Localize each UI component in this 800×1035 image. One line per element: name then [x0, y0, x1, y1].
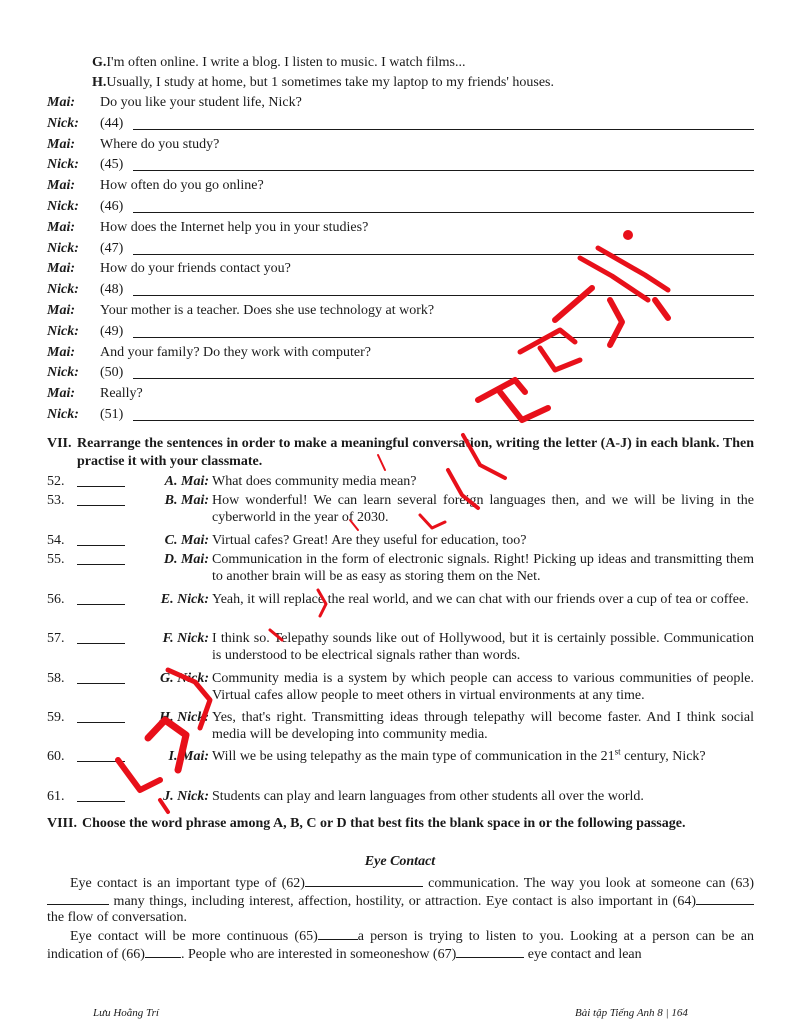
answer-line[interactable] [133, 378, 754, 379]
conversation-item [47, 630, 754, 666]
speaker-name: Nick: [47, 407, 79, 422]
dialogue-text: Do you like your student life, Nick? [100, 95, 302, 110]
dialogue-text: And your family? Do they work with computer? [100, 344, 371, 360]
passage-text: many things, including interest, affection, hostility, or attraction. Eye contact is also important in (64) [109, 894, 696, 909]
letter-blank[interactable] [77, 670, 125, 684]
dialogue-text: Where do you study? [100, 136, 220, 152]
dialogue-text: How does the Internet help you in your studies? [100, 219, 369, 235]
item-number: 56. [47, 592, 65, 607]
answer-blank-67[interactable] [456, 945, 524, 958]
letter-blank[interactable] [77, 788, 125, 802]
item-number: 54. [47, 533, 65, 548]
passage-text: communication. The way you look at someone can (63) [422, 876, 755, 891]
section-number: VII. [47, 436, 72, 451]
speaker-label: C. Mai: [164, 533, 209, 548]
answer-line[interactable] [133, 212, 754, 213]
speaker-label: G. Nick: [160, 671, 209, 686]
letter-blank[interactable] [77, 492, 125, 506]
dialogue-text: (48) [100, 282, 124, 298]
speaker-label: H. Nick: [159, 710, 209, 725]
conversation-item [47, 748, 754, 784]
footer-page-info: Bài tập Tiếng Anh 8 | 164 [575, 1007, 688, 1019]
item-number: 52. [47, 474, 65, 489]
passage-text: Eye contact is an important type of (62) [70, 876, 305, 891]
item-number: 55. [47, 552, 65, 567]
dialogue-line [47, 322, 754, 342]
dialogue-line [47, 218, 754, 238]
passage-text: eye contact and lean [524, 947, 642, 962]
dialogue-text: Really? [100, 386, 143, 402]
speaker-label: E. Nick: [160, 592, 209, 607]
dialogue-text: (45) [100, 157, 124, 173]
letter-blank[interactable] [77, 709, 125, 723]
sentence-text: Yeah, it will replace the real world, and we can chat with our friends over a cup of tea or coffee. [212, 592, 749, 607]
option-text: Usually, I study at home, but 1 sometimes take my laptop to my friends' houses. [106, 75, 555, 90]
conversation-item [47, 788, 754, 805]
answer-blank-63[interactable] [47, 892, 109, 905]
answer-line[interactable] [133, 129, 754, 130]
item-number: 60. [47, 749, 65, 764]
answer-line[interactable] [133, 170, 754, 171]
answer-blank-66[interactable] [145, 945, 181, 958]
passage-text: a person is trying to listen to you. Looking at a person can be an indication of (66) [47, 929, 754, 962]
section-vii-heading [47, 435, 754, 471]
speaker-label: D. Mai: [163, 552, 209, 567]
answer-blank-62[interactable] [305, 874, 423, 887]
conversation-item [47, 591, 754, 627]
dialogue-line [47, 363, 754, 383]
speaker-name: Nick: [47, 240, 79, 256]
passage-title: Eye Contact [364, 854, 436, 869]
sentence-text: Community media is a system by which people can access to various communities of people. Virtual cafes allow people to meet others in virtual environments at any time. [212, 671, 754, 703]
speaker-name: Mai: [47, 95, 75, 110]
speaker-name: Nick: [47, 157, 79, 173]
option-g [92, 53, 465, 73]
ordinal-suffix: st [614, 746, 621, 757]
speaker-label: A. Mai: [164, 474, 209, 489]
speaker-name: Nick: [47, 323, 79, 339]
speaker-name: Mai: [47, 303, 75, 318]
dialogue-line [47, 259, 754, 279]
section-instruction: Choose the word phrase among A, B, C or D that best fits the blank space in or the following passage. [82, 816, 686, 831]
sentence-text: Communication in the form of electronic signals. Right! Picking up ideas and transmitting them to another brain will be as easy as storing them on the Net. [212, 552, 754, 584]
dialogue-text: How often do you go online? [100, 178, 264, 194]
passage-paragraph-2 [47, 927, 754, 963]
dialogue-line [47, 405, 754, 425]
dialogue-text: (46) [100, 199, 124, 214]
conversation-item [47, 532, 754, 549]
speaker-name: Mai: [47, 219, 75, 235]
answer-line[interactable] [133, 420, 754, 421]
item-number: 59. [47, 710, 65, 725]
dialogue-text: (47) [100, 240, 124, 256]
footer-author: Lưu Hoằng Trí [93, 1007, 159, 1019]
speaker-name: Mai: [47, 178, 75, 194]
dialogue-line [47, 135, 754, 155]
option-text: I'm often online. I write a blog. I listen to music. I watch films... [106, 55, 466, 70]
letter-blank[interactable] [77, 748, 125, 762]
conversation-item [47, 709, 754, 745]
option-letter: H. [92, 75, 107, 90]
conversation-item [47, 670, 754, 706]
speaker-name: Nick: [47, 282, 79, 298]
section-viii-heading [47, 815, 754, 833]
speaker-name: Nick: [47, 199, 79, 214]
speaker-label: B. Mai: [164, 493, 209, 508]
dialogue-text: How do your friends contact you? [100, 261, 291, 277]
speaker-name: Nick: [47, 115, 79, 131]
conversation-item [47, 551, 754, 587]
dialogue-line [47, 343, 754, 363]
letter-blank[interactable] [77, 473, 125, 487]
conversation-item [47, 473, 754, 490]
speaker-label: I. Mai: [168, 749, 209, 764]
passage-paragraph-1 [47, 874, 754, 926]
item-number: 61. [47, 789, 65, 804]
sentence-text: What does community media mean? [212, 474, 417, 489]
section-instruction: Rearrange the sentences in order to make a meaningful conversation, writing the letter (A-J) in each blank. Then practise it with your classmate. [77, 436, 754, 469]
dialogue-line [47, 114, 754, 134]
sentence-text: Students can play and learn languages from other students all over the world. [212, 789, 644, 804]
dialogue-text: (44) [100, 115, 124, 131]
sentence-text: Virtual cafes? Great! Are they useful for education, too? [212, 533, 527, 548]
speaker-name: Mai: [47, 261, 75, 277]
sentence-text [212, 748, 754, 765]
dialogue-line [47, 239, 754, 259]
dialogue-text: (51) [100, 407, 124, 422]
letter-blank[interactable] [77, 532, 125, 546]
sentence-text: Yes, that's right. Transmitting ideas through telepathy will become faster. And I think social media will be developing into community media. [212, 710, 754, 742]
sentence-text-part: century, Nick? [620, 749, 706, 764]
dialogue-line [47, 384, 754, 404]
answer-line[interactable] [133, 295, 754, 296]
sentence-text-part: Will we be using telepathy as the main type of communication in the 21 [212, 749, 615, 764]
passage-text: Eye contact will be more continuous (65) [70, 929, 318, 944]
answer-blank-64[interactable] [696, 892, 754, 905]
dialogue-line [47, 280, 754, 300]
option-letter: G. [92, 55, 107, 70]
conversation-item [47, 492, 754, 528]
speaker-name: Mai: [47, 386, 75, 402]
letter-blank[interactable] [77, 551, 125, 565]
dialogue-line [47, 93, 754, 113]
speaker-label: J. Nick: [163, 789, 209, 804]
sentence-text: How wonderful! We can learn several foreign languages then, and we will be living in the cyberworld in the year of 2030. [212, 493, 754, 525]
dialogue-line [47, 176, 754, 196]
option-h [92, 73, 554, 93]
letter-blank[interactable] [77, 591, 125, 605]
dialogue-line [47, 155, 754, 175]
item-number: 53. [47, 493, 65, 508]
dialogue-text: Your mother is a teacher. Does she use technology at work? [100, 303, 435, 318]
item-number: 57. [47, 631, 65, 646]
dialogue-text: (50) [100, 365, 124, 381]
item-number: 58. [47, 671, 65, 686]
answer-blank-65[interactable] [318, 927, 358, 940]
sentence-text: I think so. Telepathy sounds like out of Hollywood, but it is certainly possible. Communication is understood to be electrical signals rather than words. [212, 631, 754, 663]
speaker-name: Nick: [47, 365, 79, 381]
dialogue-line [47, 301, 754, 321]
speaker-name: Mai: [47, 344, 75, 360]
answer-line[interactable] [133, 337, 754, 338]
answer-line[interactable] [133, 254, 754, 255]
section-number: VIII. [47, 816, 77, 831]
dialogue-text: (49) [100, 323, 124, 339]
passage-text: the flow of conversation. [47, 910, 187, 925]
speaker-label: F. Nick: [162, 631, 209, 646]
speaker-name: Mai: [47, 136, 75, 152]
dialogue-line [47, 197, 754, 217]
letter-blank[interactable] [77, 630, 125, 644]
passage-text: . People who are interested in someoneshow (67) [180, 947, 457, 962]
